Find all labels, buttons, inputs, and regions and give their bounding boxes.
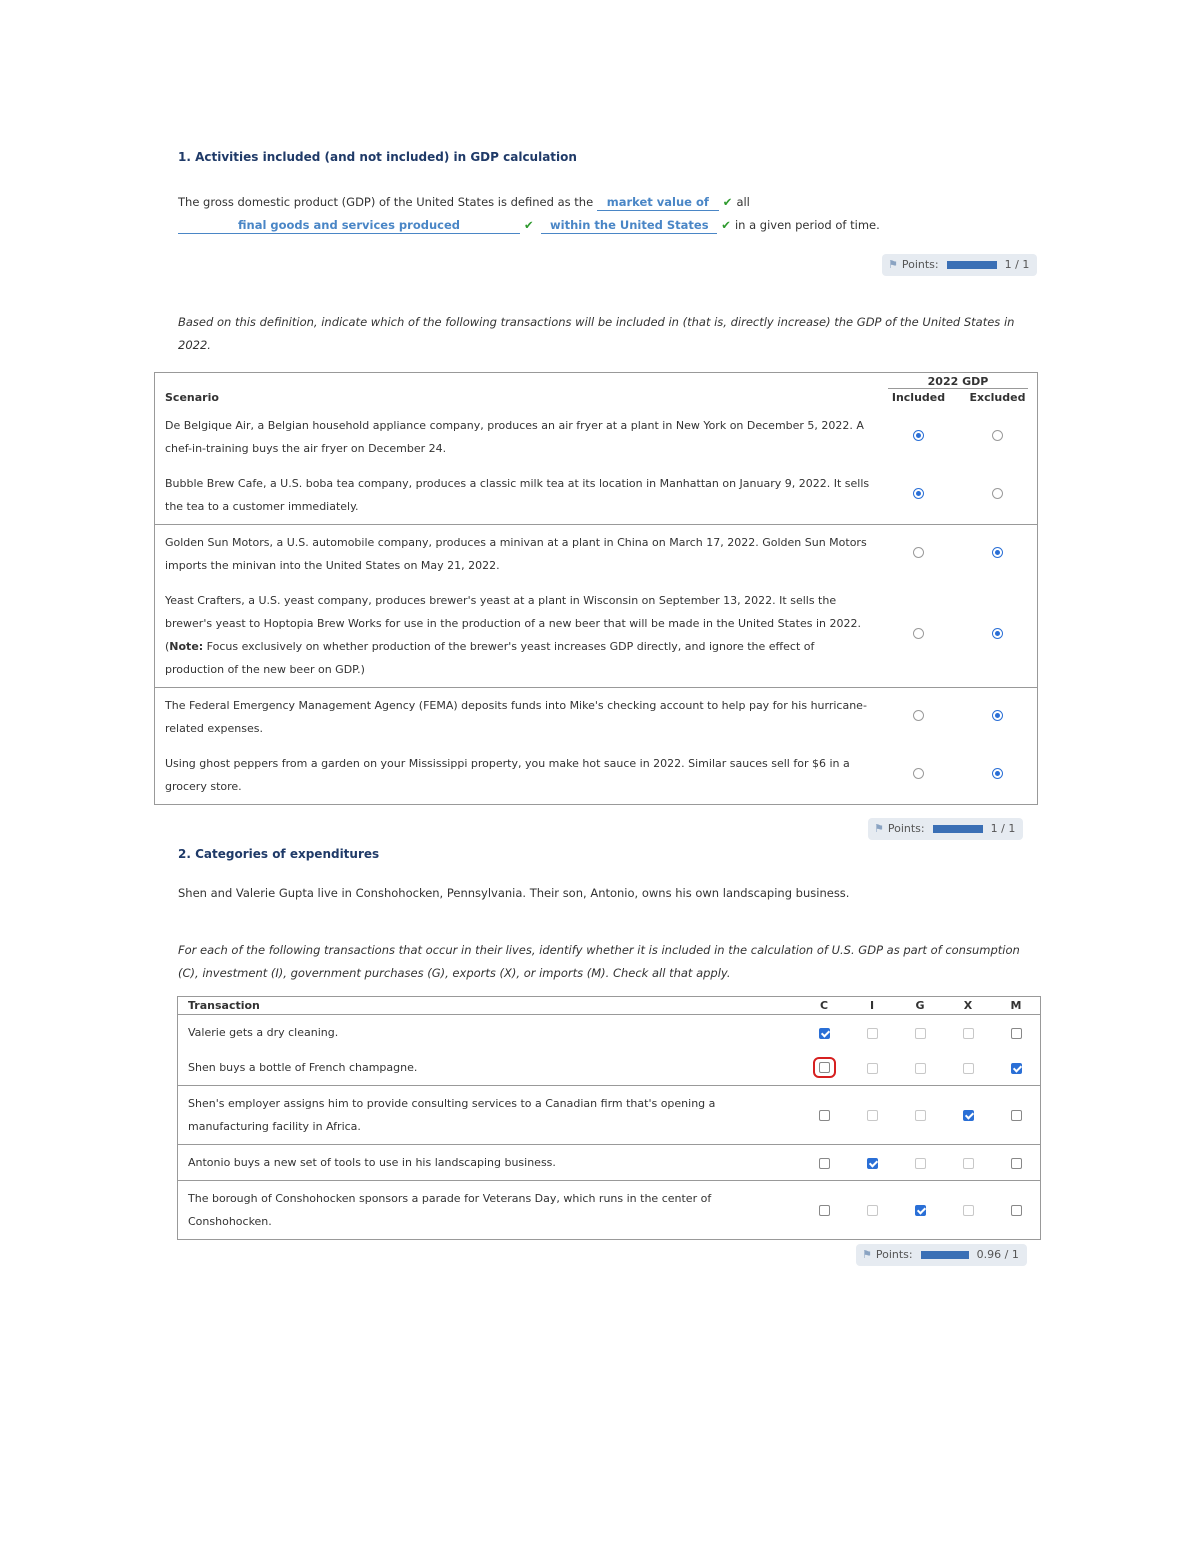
col-excluded-header: Excluded: [969, 391, 1026, 404]
included-radio[interactable]: [913, 768, 924, 779]
included-radio[interactable]: [913, 628, 924, 639]
m-checkbox[interactable]: [1011, 1158, 1022, 1169]
i-checkbox[interactable]: [867, 1158, 878, 1169]
scenario-text: Using ghost peppers from a garden on your Mississippi property, you make hot sauce in 2022. Similar sauces sell for $6 in a grocery store.: [165, 757, 850, 793]
excluded-radio[interactable]: [992, 710, 1003, 721]
q1-title: 1. Activities included (and not included) in GDP calculation: [178, 150, 577, 164]
points-progress-bar: [933, 825, 983, 833]
group-header-2022-gdp: 2022 GDP: [879, 373, 1038, 391]
flag-icon[interactable]: ⚑: [874, 822, 884, 835]
flag-icon[interactable]: ⚑: [862, 1248, 872, 1261]
table-row: [178, 1050, 1041, 1086]
expenditure-table: [177, 996, 1041, 1240]
points-value: 0.96 / 1: [976, 1248, 1019, 1261]
table-row: [178, 1086, 1041, 1145]
flag-icon[interactable]: ⚑: [888, 258, 898, 271]
definition-text-2: all: [736, 195, 750, 209]
scenario-text: Bubble Brew Cafe, a U.S. boba tea company, produces a classic milk tea at its location in Manhattan on January 9, 2022. It sells the tea to a customer immediately.: [155, 466, 880, 525]
m-checkbox[interactable]: [1011, 1028, 1022, 1039]
col-m-header: M: [1010, 999, 1022, 1012]
i-checkbox[interactable]: [867, 1063, 878, 1074]
blank-within-us[interactable]: within the United States: [541, 217, 717, 234]
points-indicator: [856, 1244, 1027, 1266]
excluded-radio[interactable]: [992, 768, 1003, 779]
c-checkbox[interactable]: [819, 1028, 830, 1039]
gdp-definition: [178, 191, 1058, 237]
q1-prompt: Based on this definition, indicate which of the following transactions will be included in (that is, directly increase) the GDP of the United States in 2022.: [178, 315, 1015, 352]
i-checkbox[interactable]: [867, 1110, 878, 1121]
definition-text-3: in a given period of time.: [734, 218, 880, 232]
m-checkbox[interactable]: [1011, 1063, 1022, 1074]
correct-check-icon: ✔: [721, 218, 731, 232]
table-row: [155, 688, 1038, 747]
included-radio[interactable]: [913, 710, 924, 721]
q2-prompt: For each of the following transactions that occur in their lives, identify whether it is included in the calculation of U.S. GDP as part of consumption (C), investment (I), government purchases (G), exports (X), or imports (M). Check all that apply.: [178, 943, 1020, 980]
scenario-text: De Belgique Air, a Belgian household appliance company, produces an air fryer at a plant in New York on December 5, 2022. A chef-in-training buys the air fryer on December 24.: [165, 419, 864, 455]
i-checkbox[interactable]: [867, 1205, 878, 1216]
table-row: [155, 525, 1038, 584]
i-checkbox[interactable]: [867, 1028, 878, 1039]
m-checkbox[interactable]: [1011, 1110, 1022, 1121]
x-checkbox[interactable]: [963, 1158, 974, 1169]
correct-check-icon: ✔: [722, 195, 733, 209]
table-row: [155, 583, 1038, 688]
col-included-header: Included: [891, 391, 946, 404]
included-radio[interactable]: [913, 488, 924, 499]
g-checkbox[interactable]: [915, 1158, 926, 1169]
table-row: [178, 1181, 1041, 1240]
m-checkbox[interactable]: [1011, 1205, 1022, 1216]
excluded-radio[interactable]: [992, 628, 1003, 639]
x-checkbox[interactable]: [963, 1063, 974, 1074]
included-radio[interactable]: [913, 430, 924, 441]
points-indicator: [882, 254, 1037, 276]
g-checkbox[interactable]: [915, 1063, 926, 1074]
definition-text-1: The gross domestic product (GDP) of the United States is defined as the: [178, 195, 594, 209]
points-indicator: [868, 818, 1023, 840]
col-transaction-header: Transaction: [188, 999, 260, 1012]
blank-market-value[interactable]: market value of: [597, 194, 719, 211]
x-checkbox[interactable]: [963, 1205, 974, 1216]
points-value: 1 / 1: [1004, 258, 1030, 271]
x-checkbox[interactable]: [963, 1110, 974, 1121]
transaction-text: Shen's employer assigns him to provide consulting services to a Canadian firm that's opening a manufacturing facility in Africa.: [188, 1097, 716, 1133]
points-label: Points:: [875, 1248, 913, 1261]
included-radio[interactable]: [913, 547, 924, 558]
col-i-header: I: [869, 999, 875, 1012]
transaction-text: Valerie gets a dry cleaning.: [188, 1026, 339, 1039]
c-checkbox[interactable]: [819, 1205, 830, 1216]
points-label: Points:: [901, 258, 939, 271]
table-row: [178, 1145, 1041, 1181]
transaction-text: The borough of Conshohocken sponsors a parade for Veterans Day, which runs in the center of Conshohocken.: [188, 1192, 712, 1228]
table-row: [155, 466, 1038, 525]
note-label: Note:: [169, 640, 204, 653]
points-progress-bar: [947, 261, 997, 269]
transaction-text: Shen buys a bottle of French champagne.: [188, 1061, 418, 1074]
excluded-radio[interactable]: [992, 430, 1003, 441]
c-checkbox[interactable]: [819, 1110, 830, 1121]
q2-title: 2. Categories of expenditures: [178, 847, 380, 861]
c-checkbox[interactable]: [819, 1062, 830, 1073]
points-value: 1 / 1: [990, 822, 1016, 835]
gdp-scenario-table: [154, 372, 1038, 805]
transaction-text: Antonio buys a new set of tools to use in his landscaping business.: [188, 1156, 556, 1169]
x-checkbox[interactable]: [963, 1028, 974, 1039]
c-checkbox[interactable]: [819, 1158, 830, 1169]
g-checkbox[interactable]: [915, 1205, 926, 1216]
scenario-text: Yeast Crafters, a U.S. yeast company, produces brewer's yeast at a plant in Wisconsin on September 13, 2022. It sells the brewer's yeast to Hoptopia Brew Works for use in the production of a new beer that will be made in the United States in 2022. (Note: Focus exclusively on whether production of the brewer's yeast increases GDP directly, and ignore the effect of production of the new beer on GDP.): [155, 583, 880, 688]
g-checkbox[interactable]: [915, 1110, 926, 1121]
q2-intro: Shen and Valerie Gupta live in Conshohocken, Pennsylvania. Their son, Antonio, owns his own landscaping business.: [178, 886, 850, 900]
table-row: [155, 746, 1038, 805]
table-row: [155, 408, 1038, 466]
points-label: Points:: [887, 822, 925, 835]
table-row: [178, 1015, 1041, 1051]
col-g-header: G: [915, 999, 925, 1012]
scenario-text: The Federal Emergency Management Agency (FEMA) deposits funds into Mike's checking account to help pay for his hurricane-related expenses.: [165, 699, 867, 735]
excluded-radio[interactable]: [992, 547, 1003, 558]
col-c-header: C: [819, 999, 829, 1012]
correct-check-icon: ✔: [524, 218, 534, 232]
col-scenario-header: Scenario: [165, 391, 219, 404]
col-x-header: X: [963, 999, 973, 1012]
blank-final-goods[interactable]: final goods and services produced: [178, 217, 520, 234]
g-checkbox[interactable]: [915, 1028, 926, 1039]
excluded-radio[interactable]: [992, 488, 1003, 499]
points-progress-bar: [921, 1251, 969, 1259]
incorrect-highlight: [813, 1057, 836, 1078]
scenario-text: Golden Sun Motors, a U.S. automobile company, produces a minivan at a plant in China on March 17, 2022. Golden Sun Motors imports the minivan into the United States on May 21, 2022.: [165, 536, 867, 572]
